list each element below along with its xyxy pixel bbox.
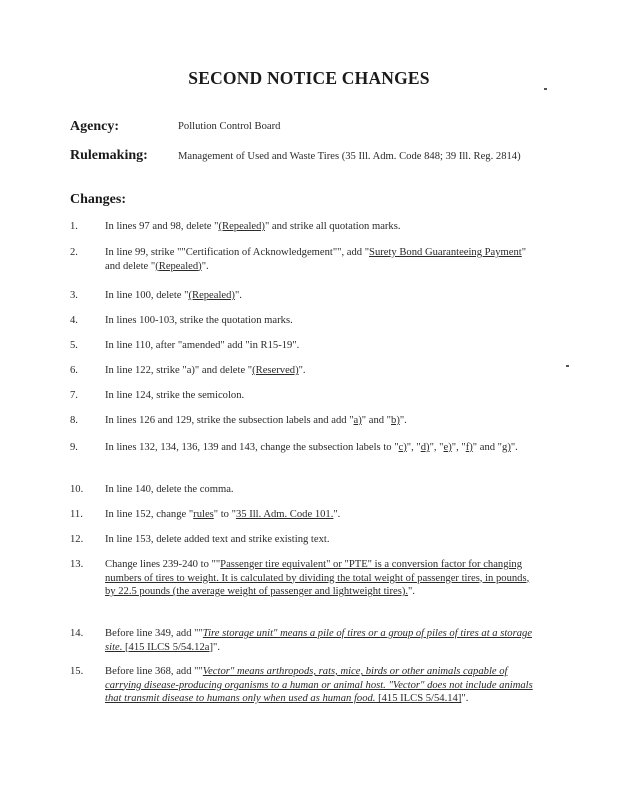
- underlined-text: b): [391, 415, 400, 426]
- rulemaking-label: Rulemaking:: [70, 148, 148, 163]
- change-text: [105, 665, 540, 706]
- text-segment: ".: [201, 260, 209, 272]
- changes-label: Changes:: [70, 192, 127, 207]
- text-segment: " and strike all quotation marks.: [264, 221, 401, 232]
- text-segment: ".: [234, 290, 242, 301]
- underlined-text: (Repealed): [218, 221, 265, 232]
- change-number: 2.: [70, 247, 78, 258]
- text-segment: In lines 126 and 129, strike the subsection labels and add ": [105, 415, 354, 426]
- text-segment: In line 153, delete added text and strike existing text.: [105, 534, 330, 545]
- change-number: 9.: [70, 442, 78, 453]
- change-text: [105, 389, 540, 403]
- text-segment: In line 110, after "amended" add "in R15-19".: [105, 340, 300, 351]
- change-text: [105, 220, 540, 234]
- text-segment: " and ": [361, 415, 392, 426]
- scan-speck: [544, 88, 547, 90]
- text-segment: ".: [298, 365, 306, 376]
- change-text: [105, 441, 540, 455]
- scan-speck: [566, 365, 569, 367]
- change-number: 1.: [70, 221, 78, 232]
- text-segment: Before line 368, add "": [105, 666, 203, 677]
- text-segment: ", ": [451, 442, 466, 453]
- underlined-text: d): [420, 442, 430, 453]
- underlined-text: a): [353, 415, 362, 426]
- text-segment: ", ": [429, 442, 444, 453]
- text-segment: ".: [399, 415, 407, 426]
- underlined-text: 35 Ill. Adm. Code 101.: [235, 509, 334, 520]
- underlined-text: [415 ILCS 5/54.14]: [375, 693, 462, 704]
- text-segment: In line 99, strike ""Certification of Acknowledgement"", add ": [105, 247, 370, 258]
- text-segment: ".: [461, 693, 469, 704]
- page-title: SECOND NOTICE CHANGES: [188, 68, 430, 88]
- change-number: 4.: [70, 315, 78, 326]
- change-text: [105, 314, 540, 328]
- underlined-text: f): [465, 442, 473, 453]
- change-number: 7.: [70, 390, 78, 401]
- text-segment: Change lines 239-240 to "": [105, 559, 221, 570]
- text-segment: " and delete ": [105, 247, 527, 272]
- underlined-text: (Repealed): [155, 260, 202, 272]
- change-number: 3.: [70, 290, 78, 301]
- change-text: [105, 339, 540, 353]
- rulemaking-value: Management of Used and Waste Tires (35 Ill. Adm. Code 848; 39 Ill. Reg. 2814): [178, 151, 521, 162]
- change-number: 5.: [70, 340, 78, 351]
- change-text: [105, 627, 540, 654]
- change-text: [105, 414, 540, 428]
- underlined-text: Passenger tire equivalent" or "PTE" is a conversion factor for changing numbers of tires to weight. It is calculated by dividing the total weight of passenger tires, in pounds, by 22.5 pounds (the average weight of passenger and lightweight tires).: [105, 559, 530, 597]
- underlined-text: Tire storage unit" means a pile of tires or a group of piles of tires at a storage site.: [105, 628, 533, 653]
- underlined-text: (Repealed): [188, 290, 235, 301]
- text-segment: ".: [333, 509, 341, 520]
- text-segment: ", ": [406, 442, 421, 453]
- change-text: [105, 533, 540, 547]
- text-segment: ".: [510, 442, 518, 453]
- change-number: 15.: [70, 666, 84, 677]
- text-segment: ".: [408, 586, 416, 597]
- text-segment: " to ": [213, 509, 236, 520]
- change-text: [105, 508, 540, 522]
- text-segment: In lines 132, 134, 136, 139 and 143, change the subsection labels to ": [105, 442, 399, 453]
- change-number: 14.: [70, 628, 84, 639]
- text-segment: " and ": [472, 442, 503, 453]
- underlined-text: (Reserved): [252, 365, 299, 376]
- underlined-text: rules: [193, 509, 214, 520]
- agency-value: Pollution Control Board: [178, 121, 281, 132]
- agency-label: Agency:: [70, 119, 119, 134]
- change-number: 10.: [70, 484, 84, 495]
- text-segment: In line 122, strike "a)" and delete ": [105, 365, 253, 376]
- change-text: [105, 483, 540, 497]
- text-segment: In line 100, delete ": [105, 290, 189, 301]
- change-text: [105, 364, 540, 378]
- underlined-text: e): [443, 442, 452, 453]
- underlined-text: [415 ILCS 5/54.12a]: [122, 641, 214, 653]
- text-segment: In line 152, change ": [105, 509, 194, 520]
- underlined-text: Surety Bond Guaranteeing Payment: [369, 247, 522, 258]
- change-text: [105, 289, 540, 303]
- text-segment: In lines 97 and 98, delete ": [105, 221, 219, 232]
- text-segment: In line 140, delete the comma.: [105, 484, 234, 495]
- text-segment: In line 124, strike the semicolon.: [105, 390, 245, 401]
- change-text: [105, 246, 540, 273]
- text-segment: ".: [213, 641, 220, 653]
- change-number: 13.: [70, 559, 84, 570]
- text-segment: In lines 100-103, strike the quotation marks.: [105, 315, 293, 326]
- change-number: 11.: [70, 509, 83, 520]
- change-number: 8.: [70, 415, 78, 426]
- change-number: 12.: [70, 534, 84, 545]
- underlined-text: Vector" means arthropods, rats, mice, birds or other animals capable of carrying disease-producing organisms to a human or animal host. "Vector" does not include animals that transmit disease to humans only when used as human food.: [105, 666, 533, 704]
- change-text: [105, 558, 540, 599]
- change-number: 6.: [70, 365, 78, 376]
- underlined-text: g): [502, 442, 511, 453]
- text-segment: Before line 349, add "": [105, 628, 203, 639]
- underlined-text: c): [398, 442, 407, 453]
